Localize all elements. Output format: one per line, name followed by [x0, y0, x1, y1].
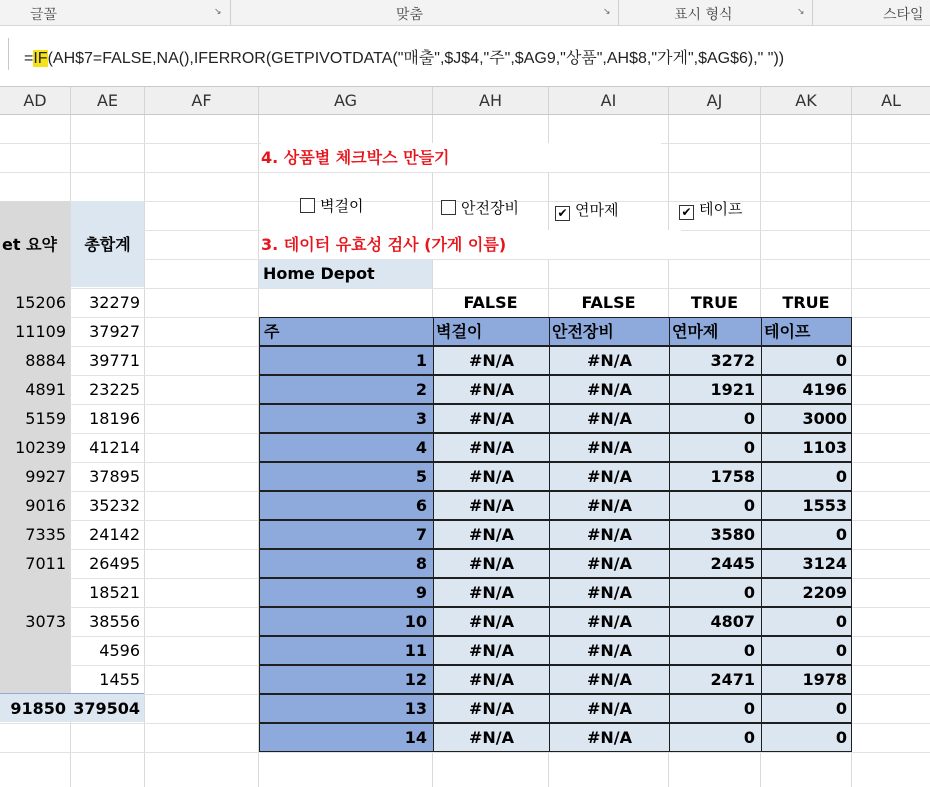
checkbox-checked-icon[interactable]: ✔ — [679, 205, 694, 220]
table-week-cell[interactable]: 2 — [259, 375, 434, 404]
table-cell[interactable]: #N/A — [433, 520, 550, 549]
table-cell[interactable]: #N/A — [549, 578, 670, 607]
checkbox-label: 테이프 — [699, 200, 743, 218]
ribbon-group-alignment-label: 맞춤 — [396, 7, 424, 23]
formula-prefix: = — [24, 50, 34, 67]
dialog-launcher-icon[interactable]: ↘ — [797, 7, 805, 17]
table-cell[interactable]: #N/A — [549, 723, 670, 752]
table-header[interactable]: 테이프 — [761, 317, 852, 346]
table-cell[interactable]: #N/A — [433, 694, 550, 723]
table-cell[interactable]: #N/A — [549, 607, 670, 636]
table-cell[interactable]: 4807 — [669, 607, 762, 636]
table-cell[interactable]: 0 — [761, 520, 852, 549]
table-cell[interactable]: #N/A — [433, 375, 550, 404]
checkbox-abrasive[interactable] — [555, 199, 618, 221]
column-header[interactable]: AD — [0, 87, 71, 114]
ribbon-group-font — [0, 0, 231, 25]
table-week-cell[interactable]: 7 — [259, 520, 434, 549]
table-week-cell[interactable]: 4 — [259, 433, 434, 462]
ribbon-group-font-label: 글꼴 — [30, 7, 58, 23]
ribbon-group-styles — [813, 0, 930, 25]
table-cell[interactable]: 3272 — [669, 346, 762, 375]
table-week-cell[interactable]: 5 — [259, 462, 434, 491]
table-header[interactable]: 연마제 — [669, 317, 762, 346]
ribbon-group-styles-label: 스타일 — [883, 7, 924, 23]
table-cell[interactable]: #N/A — [549, 462, 670, 491]
table-cell[interactable]: 1921 — [669, 375, 762, 404]
ribbon — [0, 0, 930, 26]
table-cell[interactable]: 2209 — [761, 578, 852, 607]
ae-cell[interactable]: 23225 — [89, 380, 140, 399]
table-cell[interactable]: #N/A — [433, 346, 550, 375]
formula-text[interactable] — [24, 45, 784, 68]
checkbox-unchecked-icon[interactable] — [441, 200, 456, 215]
column-header[interactable]: AH — [433, 87, 549, 114]
ad-cell[interactable]: 5159 — [25, 409, 66, 428]
checkbox-label: 벽걸이 — [320, 197, 364, 215]
checkbox-safety-gear[interactable] — [441, 197, 519, 218]
ribbon-group-number-label: 표시 형식 — [674, 7, 733, 23]
ad-cell[interactable] — [0, 665, 70, 694]
flag-cell[interactable]: TRUE — [690, 293, 739, 312]
table-week-cell[interactable]: 6 — [259, 491, 434, 520]
table-cell[interactable]: #N/A — [549, 346, 670, 375]
table-cell[interactable]: 0 — [669, 491, 762, 520]
ae-total[interactable]: 379504 — [73, 699, 140, 718]
flag-cell[interactable]: TRUE — [782, 293, 830, 312]
table-cell[interactable]: 1553 — [761, 491, 852, 520]
table-cell[interactable]: #N/A — [433, 404, 550, 433]
column-header[interactable]: AL — [881, 91, 901, 110]
ad-cell[interactable]: 7011 — [25, 554, 66, 573]
table-cell[interactable]: #N/A — [549, 375, 670, 404]
formula-rest: (AH$7=FALSE,NA(),IFERROR(GETPIVOTDATA("매출",$J$4,"주",$AG9,"상품",AH$8,"가게",$AG$6)," ")) — [47, 50, 785, 67]
formula-bar[interactable] — [0, 26, 930, 87]
table-week-cell[interactable]: 13 — [259, 694, 434, 723]
table-week-cell[interactable]: 14 — [259, 723, 434, 752]
table-cell[interactable]: 0 — [669, 433, 762, 462]
gridline — [144, 115, 145, 787]
table-cell[interactable]: 4196 — [761, 375, 852, 404]
table-cell[interactable]: 1978 — [761, 665, 852, 694]
table-cell[interactable]: #N/A — [549, 549, 670, 578]
formula-highlight: IF — [33, 50, 48, 67]
ae-cell[interactable]: 32279 — [89, 293, 140, 312]
table-week-cell[interactable]: 11 — [259, 636, 434, 665]
dialog-launcher-icon[interactable]: ↘ — [603, 7, 611, 17]
checkbox-label: 연마제 — [575, 201, 619, 219]
table-week-cell[interactable]: 8 — [259, 549, 434, 578]
checkbox-wall-mount[interactable] — [300, 195, 363, 216]
ae-cell[interactable]: 24142 — [89, 525, 140, 544]
validation-section-title[interactable]: 3. 데이터 유효성 검사 (가게 이름) — [261, 230, 681, 259]
column-headers — [0, 87, 930, 115]
ae-cell[interactable]: 26495 — [89, 554, 140, 573]
ad-cell[interactable]: 9927 — [25, 467, 66, 486]
table-cell[interactable]: 3580 — [669, 520, 762, 549]
ae-cell[interactable]: 37895 — [89, 467, 140, 486]
table-cell[interactable]: #N/A — [433, 636, 550, 665]
table-week-cell[interactable]: 9 — [259, 578, 434, 607]
gridline — [0, 752, 930, 753]
table-cell[interactable]: 0 — [761, 462, 852, 491]
ad-cell[interactable]: 11109 — [15, 322, 66, 341]
table-week-cell[interactable]: 3 — [259, 404, 434, 433]
table-cell[interactable]: #N/A — [549, 404, 670, 433]
table-header[interactable]: 벽걸이 — [433, 317, 550, 346]
table-cell[interactable]: #N/A — [549, 433, 670, 462]
store-name-cell[interactable]: Home Depot — [259, 259, 432, 288]
ae-cell[interactable]: 18196 — [89, 409, 140, 428]
table-cell[interactable]: #N/A — [549, 665, 670, 694]
table-cell[interactable]: #N/A — [433, 578, 550, 607]
flag-cell[interactable]: FALSE — [581, 293, 636, 312]
ribbon-group-alignment — [231, 0, 619, 25]
table-header-week[interactable]: 주 — [259, 317, 434, 346]
table-cell[interactable]: #N/A — [549, 491, 670, 520]
table-cell[interactable]: 1758 — [669, 462, 762, 491]
table-cell[interactable]: 3000 — [761, 404, 852, 433]
ae-cell[interactable]: 38556 — [89, 612, 140, 631]
ad-cell[interactable]: 15206 — [15, 293, 66, 312]
table-week-cell[interactable]: 1 — [259, 346, 434, 375]
ad-cell[interactable]: 10239 — [15, 438, 66, 457]
table-cell[interactable]: #N/A — [549, 694, 670, 723]
table-cell[interactable]: 0 — [761, 723, 852, 752]
table-cell[interactable]: 0 — [761, 607, 852, 636]
ae-cell[interactable]: 1455 — [99, 670, 140, 689]
ae-cell[interactable]: 41214 — [89, 438, 140, 457]
table-cell[interactable]: #N/A — [433, 462, 550, 491]
table-cell[interactable]: #N/A — [549, 636, 670, 665]
checkbox-checked-icon[interactable]: ✔ — [555, 206, 570, 221]
table-cell[interactable]: 0 — [669, 723, 762, 752]
checkbox-tape[interactable] — [679, 198, 742, 220]
table-cell[interactable]: #N/A — [433, 607, 550, 636]
checkbox-unchecked-icon[interactable] — [300, 198, 315, 213]
ad-cell[interactable] — [0, 636, 70, 665]
ae-cell[interactable]: 39771 — [89, 351, 140, 370]
flag-cell[interactable]: FALSE — [463, 293, 518, 312]
ae-header[interactable]: 총합계 — [84, 235, 131, 254]
table-cell[interactable]: 0 — [669, 578, 762, 607]
table-cell[interactable]: #N/A — [433, 549, 550, 578]
table-cell[interactable]: #N/A — [433, 491, 550, 520]
checkbox-label: 안전장비 — [461, 199, 519, 217]
ae-cell[interactable]: 37927 — [89, 322, 140, 341]
column-header[interactable]: AG — [259, 87, 433, 114]
table-cell[interactable]: 0 — [669, 694, 762, 723]
table-cell[interactable]: 2471 — [669, 665, 762, 694]
table-week-cell[interactable]: 10 — [259, 607, 434, 636]
table-week-cell[interactable]: 12 — [259, 665, 434, 694]
table-cell[interactable]: 2445 — [669, 549, 762, 578]
sheet-grid[interactable] — [0, 115, 930, 787]
ad-cell[interactable]: 9016 — [25, 496, 66, 515]
ae-cell[interactable]: 35232 — [89, 496, 140, 515]
table-cell[interactable]: #N/A — [549, 520, 670, 549]
checkbox-section-title[interactable]: 4. 상품별 체크박스 만들기 — [261, 143, 661, 172]
gridline — [0, 172, 930, 173]
table-cell[interactable]: 0 — [669, 636, 762, 665]
table-cell[interactable]: #N/A — [433, 665, 550, 694]
table-cell[interactable]: 1103 — [761, 433, 852, 462]
table-cell[interactable]: #N/A — [433, 723, 550, 752]
ad-total[interactable]: 91850 — [10, 699, 66, 718]
table-cell[interactable]: 3124 — [761, 549, 852, 578]
ad-cell[interactable]: 4891 — [25, 380, 66, 399]
column-header[interactable]: AE — [71, 87, 145, 114]
table-header[interactable]: 안전장비 — [549, 317, 670, 346]
table-cell[interactable]: 0 — [761, 636, 852, 665]
dialog-launcher-icon[interactable]: ↘ — [214, 7, 222, 17]
ad-header[interactable]: et 요약 — [2, 235, 57, 254]
ad-cell[interactable]: 8884 — [25, 351, 66, 370]
table-cell[interactable]: 0 — [761, 694, 852, 723]
table-cell[interactable]: 0 — [669, 404, 762, 433]
column-header[interactable]: AI — [549, 87, 669, 114]
formula-bar-divider — [0, 38, 9, 70]
table-cell[interactable]: #N/A — [433, 433, 550, 462]
column-header[interactable]: AF — [145, 87, 259, 114]
ad-cell[interactable] — [0, 578, 70, 607]
column-header[interactable]: AJ — [669, 87, 761, 114]
ad-cell[interactable]: 7335 — [25, 525, 66, 544]
ae-cell[interactable]: 4596 — [99, 641, 140, 660]
ae-cell[interactable]: 18521 — [89, 583, 140, 602]
ad-cell[interactable]: 3073 — [25, 612, 66, 631]
column-header[interactable]: AK — [761, 87, 852, 114]
table-cell[interactable]: 0 — [761, 346, 852, 375]
ribbon-group-number — [619, 0, 813, 25]
